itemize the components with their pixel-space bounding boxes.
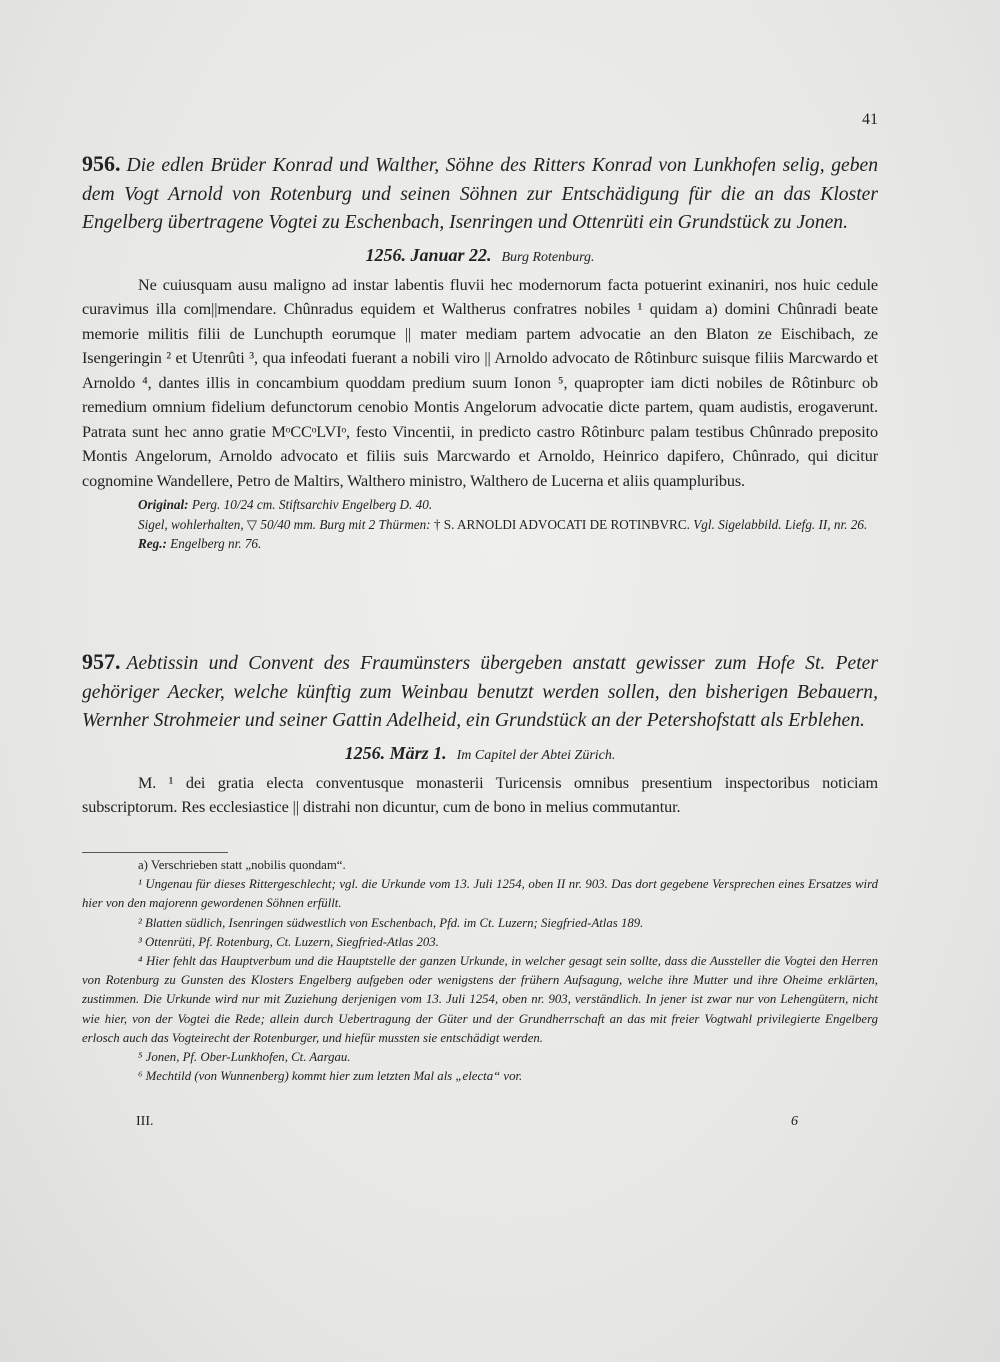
doc956-date: 1256. Januar 22. (365, 244, 492, 265)
doc957-date: 1256. März 1. (344, 742, 447, 763)
doc957-heading (82, 648, 878, 736)
doc956-original (138, 495, 878, 515)
doc956-heading-text: Die edlen Brüder Konrad und Walther, Söhne des Ritters Konrad von Lunkhofen selig, geben dem Vogt Arnold von Rotenburg und seinen Söhnen zur Entschädigung für die an das Kloster Engelberg übertragene Vogtei zu Eschenbach, Isenringen und Ottenrüti ein Grundstück zu Jonen. (82, 155, 878, 233)
document-957 (82, 648, 878, 820)
doc957-number: 957. (82, 649, 121, 674)
page-number: 41 (862, 111, 878, 128)
volume-mark: III. (136, 1114, 154, 1129)
footnotes (82, 856, 878, 1086)
doc956-dateline (82, 242, 878, 271)
doc956-sigel (82, 515, 878, 535)
document-956 (82, 150, 878, 554)
signature-mark: 6 (791, 1114, 798, 1129)
doc957-heading-text: Aebtissin und Convent des Fraumünsters übergeben anstatt gewisser zum Hofe St. Peter gehöriger Aecker, welche künftig zum Weinbau benutzt werden sollen, den bisherigen Bebauern, Wernher Strohmeier und seiner Gattin Adelheid, ein Grundstück an der Petershofstatt als Erblehen. (82, 653, 878, 731)
footnote-6: ⁶ Mechtild (von Wunnenberg) kommt hier zum letzten Mal als „electa“ vor. (138, 1069, 523, 1084)
footnote-3: ³ Ottenrüti, Pf. Rotenburg, Ct. Luzern, Siegfried-Atlas 203. (138, 934, 439, 949)
original-label: Original: (138, 497, 189, 512)
doc956-number: 956. (82, 151, 121, 176)
doc957-body: M. ¹ dei gratia electa conventusque monasterii Turicensis omnibus presentium inspectoribus noticiam subscriptorum. Res ecclesiastice || distrahi non dicuntur, cum de bono in melius commutantur. (82, 773, 878, 816)
footnote-divider (82, 852, 228, 853)
footnote-1: ¹ Ungenau für dieses Rittergeschlecht; vgl. die Urkunde vom 13. Juli 1254, oben II nr. 903. Das dort gegebene Versprechen eines Ersatzes wird hier von den majorenn gewordenen Söhnen erfüllt. (82, 877, 878, 911)
doc956-body: Ne cuiusquam ausu maligno ad instar labentis fluvii hec modernorum facta potuerint exinaniri, nos huic cedule curavimus illa com||mendare. Chûnradus equidem et Waltherus confratres nobiles ¹ quidam a) domini Chûnradi beate memorie militis filii de Lunchupth eorumque || mater mediam partem advocatie an den Blaton ze Eischibach, ze Isengeringin ² et Utenrûti ³, qua infeodati fuerant a nobili viro || Arnoldo advocato de Rôtinburc suisque filiis Marcwardo et Arnoldo ⁴, dantes illis in concambium quoddam predium suum Ionon ⁵, quapropter iam dicti nobiles de Rôtinburc ob remedium omnium fidelium defunctorum cenobio Montis Angelorum advocatie dicte partem, quam audistis, erogaverunt. Patrata sunt hec anno gratie MᵒCCᵒLVIᵒ, festo Vincentii, in predicto castro Rôtinburc palam testibus Chûnrado preposito Montis Angelorum, Arnoldo advocato et filiis suis Marcwardo et Arnoldo, Heinrico dapifero, Chûnrado, qui dicitur cognomine Wandellere, Petro de Maltirs, Walthero ministro, Walthero de Lucerna et aliis quampluribus. (82, 275, 878, 490)
doc956-heading (82, 150, 878, 238)
sigel-ref: Vgl. Sigelabbild. Liefg. II, nr. 26. (693, 516, 868, 532)
sigel-legend: † S. ARNOLDI ADVOCATI DE ROTINBVRC. (433, 516, 690, 532)
footnote-4: ⁴ Hier fehlt das Hauptverbum und die Hauptstelle der ganzen Urkunde, in welcher gesagt sein sollte, dass die Aussteller die Vogtei den Herren von Rotenburg zu Gunsten des Klosters Engelberg aufgeben oder wenigstens der frühern Aufsagung, welche ihre Mutter und ihre Oheime erklärten, zustimmen. Die Urkunde wird nur mit Zuziehung derjenigen vom 13. Juli 1254, oben nr. 903, verständlich. In jener ist zwar nur von Lehengütern, nicht wie hier, von der Vogtei die Rede; allein durch Uebertragung der Güter und der Grundherrschaft an das mit freier Vogtwahl privilegierte Engelberg erlosch auch das Vogteirecht der Rotenburger, und hiefür mussten sie entschädigt werden. (82, 954, 878, 1045)
reg-text: Engelberg nr. 76. (170, 536, 262, 551)
page-footer (136, 1114, 798, 1130)
footnote-5: ⁵ Jonen, Pf. Ober-Lunkhofen, Ct. Aargau. (138, 1050, 351, 1065)
doc957-place: Im Capitel der Abtei Zürich. (456, 747, 616, 763)
reg-label: Reg.: (138, 536, 167, 551)
doc957-dateline (82, 740, 878, 769)
sigel-text: Sigel, wohlerhalten, ▽ 50/40 mm. Burg mit 2 Thürmen: (138, 516, 431, 532)
doc956-reg (138, 534, 878, 554)
footnote-a: a) Verschrieben statt „nobilis quondam“. (138, 858, 346, 872)
footnote-2: ² Blatten südlich, Isenringen südwestlich von Eschenbach, Pfd. im Ct. Luzern; Siegfried-Atlas 189. (138, 915, 644, 930)
doc956-place: Burg Rotenburg. (501, 249, 595, 265)
doc956-source-notes (82, 495, 878, 554)
original-text: Perg. 10/24 cm. Stiftsarchiv Engelberg D. 40. (191, 497, 433, 512)
